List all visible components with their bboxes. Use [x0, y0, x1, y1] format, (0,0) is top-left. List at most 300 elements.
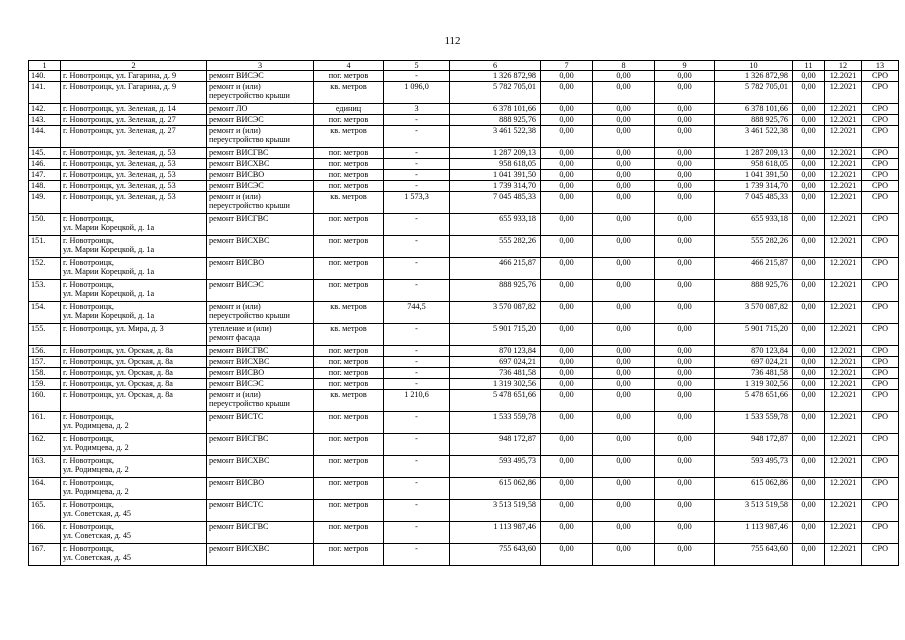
work-type-cell	[207, 412, 314, 434]
column-number-header: 12	[825, 61, 862, 71]
address-cell-line: г. Новотроицк,	[63, 258, 114, 267]
work-type-cell-line: ремонт ВИСХВС	[209, 357, 270, 366]
deadline-cell: 12.2021	[825, 258, 862, 280]
fund-cell: 0,00	[593, 544, 655, 566]
other-cell: 0,00	[793, 390, 825, 412]
owners-funds-cell: 870 123,84	[715, 346, 793, 357]
quantity-cell: -	[384, 280, 450, 302]
work-type-cell-line: переустройство крыши	[209, 201, 290, 210]
address-cell-line: ул. Родимцева, д. 2	[63, 421, 129, 430]
column-number-header: 13	[862, 61, 899, 71]
fund-cell: 0,00	[593, 181, 655, 192]
row-number: 147.	[29, 170, 61, 181]
deadline-cell: 12.2021	[825, 280, 862, 302]
repair-program-table	[28, 60, 899, 566]
table-row	[29, 280, 899, 302]
method-cell: СРО	[862, 544, 899, 566]
work-type-cell	[207, 159, 314, 170]
work-type-cell-line: ремонт ВИСХВС	[209, 544, 270, 553]
method-cell: СРО	[862, 71, 899, 82]
owners-funds-cell: 1 326 872,98	[715, 71, 793, 82]
method-cell: СРО	[862, 280, 899, 302]
address-cell	[61, 434, 207, 456]
total-cost-cell: 888 925,76	[450, 115, 541, 126]
owners-funds-cell: 755 643,60	[715, 544, 793, 566]
table-row	[29, 412, 899, 434]
work-type-cell	[207, 214, 314, 236]
fund-cell: 0,00	[655, 500, 715, 522]
table-row	[29, 181, 899, 192]
table-row	[29, 258, 899, 280]
work-type-cell-line: ремонт и (или)	[209, 82, 261, 91]
row-number: 146.	[29, 159, 61, 170]
address-cell-line: г. Новотроицк, ул. Мира, д. 3	[63, 324, 164, 333]
address-cell-line: г. Новотроицк, ул. Гагарина, д. 9	[63, 82, 177, 91]
deadline-cell: 12.2021	[825, 82, 862, 104]
address-cell-line: г. Новотроицк, ул. Зеленая, д. 53	[63, 181, 176, 190]
fund-cell: 0,00	[541, 434, 593, 456]
unit-cell: пог. метров	[314, 214, 384, 236]
table-row	[29, 236, 899, 258]
fund-cell: 0,00	[655, 148, 715, 159]
table-row	[29, 104, 899, 115]
work-type-cell	[207, 390, 314, 412]
total-cost-cell: 655 933,18	[450, 214, 541, 236]
unit-cell: пог. метров	[314, 115, 384, 126]
unit-cell: пог. метров	[314, 181, 384, 192]
other-cell: 0,00	[793, 258, 825, 280]
table-row	[29, 357, 899, 368]
row-number: 158.	[29, 368, 61, 379]
quantity-cell: -	[384, 379, 450, 390]
address-cell-line: г. Новотроицк, ул. Орская, д. 8а	[63, 357, 173, 366]
method-cell: СРО	[862, 302, 899, 324]
fund-cell: 0,00	[655, 379, 715, 390]
table-row	[29, 544, 899, 566]
owners-funds-cell: 3 461 522,38	[715, 126, 793, 148]
deadline-cell: 12.2021	[825, 522, 862, 544]
other-cell: 0,00	[793, 126, 825, 148]
other-cell: 0,00	[793, 170, 825, 181]
fund-cell: 0,00	[541, 126, 593, 148]
fund-cell: 0,00	[655, 104, 715, 115]
address-cell-line: г. Новотроицк, ул. Зеленая, д. 53	[63, 192, 176, 201]
work-type-cell-line: ремонт ВИСТС	[209, 500, 264, 509]
work-type-cell-line: утепление и (или)	[209, 324, 272, 333]
row-number: 152.	[29, 258, 61, 280]
other-cell: 0,00	[793, 368, 825, 379]
unit-cell: кв. метров	[314, 302, 384, 324]
work-type-cell	[207, 148, 314, 159]
work-type-cell	[207, 544, 314, 566]
quantity-cell: 744,5	[384, 302, 450, 324]
table-row	[29, 324, 899, 346]
fund-cell: 0,00	[593, 126, 655, 148]
owners-funds-cell: 697 024,21	[715, 357, 793, 368]
address-cell-line: ул. Марии Корецкой, д. 1а	[63, 311, 155, 320]
fund-cell: 0,00	[593, 115, 655, 126]
deadline-cell: 12.2021	[825, 71, 862, 82]
unit-cell: кв. метров	[314, 192, 384, 214]
row-number: 154.	[29, 302, 61, 324]
owners-funds-cell: 1 319 302,56	[715, 379, 793, 390]
total-cost-cell: 1 287 209,13	[450, 148, 541, 159]
address-cell	[61, 258, 207, 280]
table-row	[29, 192, 899, 214]
method-cell: СРО	[862, 192, 899, 214]
total-cost-cell: 593 495,73	[450, 456, 541, 478]
total-cost-cell: 3 461 522,38	[450, 126, 541, 148]
fund-cell: 0,00	[655, 159, 715, 170]
method-cell: СРО	[862, 390, 899, 412]
deadline-cell: 12.2021	[825, 170, 862, 181]
fund-cell: 0,00	[655, 324, 715, 346]
row-number: 165.	[29, 500, 61, 522]
unit-cell: пог. метров	[314, 258, 384, 280]
fund-cell: 0,00	[593, 104, 655, 115]
unit-cell: пог. метров	[314, 379, 384, 390]
row-number: 153.	[29, 280, 61, 302]
fund-cell: 0,00	[541, 500, 593, 522]
other-cell: 0,00	[793, 324, 825, 346]
total-cost-cell: 5 478 651,66	[450, 390, 541, 412]
column-number-header: 2	[61, 61, 207, 71]
unit-cell: пог. метров	[314, 170, 384, 181]
address-cell	[61, 500, 207, 522]
deadline-cell: 12.2021	[825, 126, 862, 148]
work-type-cell-line: ремонт ВИСЭС	[209, 115, 264, 124]
fund-cell: 0,00	[541, 115, 593, 126]
table-row	[29, 82, 899, 104]
fund-cell: 0,00	[655, 434, 715, 456]
fund-cell: 0,00	[593, 390, 655, 412]
address-cell	[61, 544, 207, 566]
address-cell-line: г. Новотроицк, ул. Орская, д. 8а	[63, 379, 173, 388]
work-type-cell	[207, 302, 314, 324]
address-cell	[61, 148, 207, 159]
fund-cell: 0,00	[655, 236, 715, 258]
table-row	[29, 522, 899, 544]
deadline-cell: 12.2021	[825, 181, 862, 192]
address-cell	[61, 456, 207, 478]
work-type-cell-line: ремонт ВИСГВС	[209, 522, 269, 531]
fund-cell: 0,00	[655, 280, 715, 302]
row-number: 166.	[29, 522, 61, 544]
total-cost-cell: 755 643,60	[450, 544, 541, 566]
total-cost-cell: 1 533 559,78	[450, 412, 541, 434]
address-cell-line: г. Новотроицк,	[63, 456, 114, 465]
unit-cell: пог. метров	[314, 357, 384, 368]
work-type-cell-line: ремонт ВИСВО	[209, 478, 265, 487]
deadline-cell: 12.2021	[825, 148, 862, 159]
owners-funds-cell: 1 041 391,50	[715, 170, 793, 181]
address-cell	[61, 412, 207, 434]
row-number: 148.	[29, 181, 61, 192]
row-number: 151.	[29, 236, 61, 258]
fund-cell: 0,00	[593, 412, 655, 434]
row-number: 162.	[29, 434, 61, 456]
other-cell: 0,00	[793, 280, 825, 302]
work-type-cell-line: ремонт ВИСВО	[209, 170, 265, 179]
method-cell: СРО	[862, 236, 899, 258]
deadline-cell: 12.2021	[825, 390, 862, 412]
other-cell: 0,00	[793, 434, 825, 456]
deadline-cell: 12.2021	[825, 324, 862, 346]
row-number: 167.	[29, 544, 61, 566]
deadline-cell: 12.2021	[825, 456, 862, 478]
owners-funds-cell: 555 282,26	[715, 236, 793, 258]
unit-cell: кв. метров	[314, 126, 384, 148]
fund-cell: 0,00	[655, 346, 715, 357]
address-cell-line: г. Новотроицк, ул. Зеленая, д. 27	[63, 126, 176, 135]
quantity-cell: -	[384, 115, 450, 126]
owners-funds-cell: 5 901 715,20	[715, 324, 793, 346]
work-type-cell-line: ремонт ВИСЭС	[209, 280, 264, 289]
fund-cell: 0,00	[655, 544, 715, 566]
unit-cell: пог. метров	[314, 280, 384, 302]
total-cost-cell: 555 282,26	[450, 236, 541, 258]
table-row	[29, 170, 899, 181]
method-cell: СРО	[862, 214, 899, 236]
table-body	[29, 61, 899, 566]
quantity-cell: -	[384, 368, 450, 379]
address-cell	[61, 236, 207, 258]
work-type-cell	[207, 500, 314, 522]
address-cell-line: г. Новотроицк,	[63, 412, 114, 421]
work-type-cell	[207, 71, 314, 82]
table-row	[29, 379, 899, 390]
address-cell-line: ул. Марии Корецкой, д. 1а	[63, 289, 155, 298]
fund-cell: 0,00	[593, 159, 655, 170]
other-cell: 0,00	[793, 181, 825, 192]
method-cell: СРО	[862, 346, 899, 357]
table-row	[29, 434, 899, 456]
method-cell: СРО	[862, 500, 899, 522]
deadline-cell: 12.2021	[825, 236, 862, 258]
quantity-cell: -	[384, 522, 450, 544]
total-cost-cell: 7 045 485,33	[450, 192, 541, 214]
column-number-header: 6	[450, 61, 541, 71]
owners-funds-cell: 888 925,76	[715, 280, 793, 302]
quantity-cell: 1 573,3	[384, 192, 450, 214]
work-type-cell	[207, 82, 314, 104]
fund-cell: 0,00	[541, 324, 593, 346]
address-cell	[61, 214, 207, 236]
page-number: 112	[444, 35, 461, 47]
method-cell: СРО	[862, 170, 899, 181]
total-cost-cell: 888 925,76	[450, 280, 541, 302]
row-number: 143.	[29, 115, 61, 126]
deadline-cell: 12.2021	[825, 115, 862, 126]
fund-cell: 0,00	[655, 302, 715, 324]
work-type-cell	[207, 379, 314, 390]
owners-funds-cell: 888 925,76	[715, 115, 793, 126]
fund-cell: 0,00	[541, 236, 593, 258]
work-type-cell-line: ремонт ВИСХВС	[209, 456, 270, 465]
fund-cell: 0,00	[593, 478, 655, 500]
total-cost-cell: 948 172,87	[450, 434, 541, 456]
table-row	[29, 214, 899, 236]
method-cell: СРО	[862, 115, 899, 126]
fund-cell: 0,00	[593, 434, 655, 456]
fund-cell: 0,00	[655, 478, 715, 500]
method-cell: СРО	[862, 368, 899, 379]
address-cell	[61, 478, 207, 500]
deadline-cell: 12.2021	[825, 357, 862, 368]
quantity-cell: -	[384, 170, 450, 181]
unit-cell: пог. метров	[314, 456, 384, 478]
work-type-cell-line: переустройство крыши	[209, 399, 290, 408]
address-cell-line: ул. Марии Корецкой, д. 1а	[63, 223, 155, 232]
fund-cell: 0,00	[541, 170, 593, 181]
method-cell: СРО	[862, 379, 899, 390]
fund-cell: 0,00	[655, 412, 715, 434]
other-cell: 0,00	[793, 379, 825, 390]
quantity-cell: -	[384, 324, 450, 346]
address-cell	[61, 379, 207, 390]
work-type-cell	[207, 434, 314, 456]
address-cell-line: г. Новотроицк,	[63, 478, 114, 487]
unit-cell: кв. метров	[314, 82, 384, 104]
work-type-cell-line: ремонт ВИСГВС	[209, 434, 269, 443]
work-type-cell-line: ремонт ВИСЭС	[209, 71, 264, 80]
fund-cell: 0,00	[541, 357, 593, 368]
fund-cell: 0,00	[593, 82, 655, 104]
address-cell-line: г. Новотроицк,	[63, 214, 114, 223]
quantity-cell: -	[384, 456, 450, 478]
fund-cell: 0,00	[541, 412, 593, 434]
address-cell-line: ул. Родимцева, д. 2	[63, 443, 129, 452]
unit-cell: единиц	[314, 104, 384, 115]
fund-cell: 0,00	[655, 181, 715, 192]
work-type-cell-line: переустройство крыши	[209, 135, 290, 144]
address-cell-line: г. Новотроицк, ул. Орская, д. 8а	[63, 346, 173, 355]
other-cell: 0,00	[793, 357, 825, 368]
method-cell: СРО	[862, 104, 899, 115]
deadline-cell: 12.2021	[825, 214, 862, 236]
owners-funds-cell: 5 782 705,01	[715, 82, 793, 104]
method-cell: СРО	[862, 258, 899, 280]
total-cost-cell: 6 378 101,66	[450, 104, 541, 115]
address-cell-line: г. Новотроицк, ул. Зеленая, д. 14	[63, 104, 176, 113]
other-cell: 0,00	[793, 478, 825, 500]
row-number: 155.	[29, 324, 61, 346]
work-type-cell	[207, 192, 314, 214]
deadline-cell: 12.2021	[825, 192, 862, 214]
fund-cell: 0,00	[593, 357, 655, 368]
row-number: 157.	[29, 357, 61, 368]
work-type-cell-line: ремонт ВИСХВС	[209, 236, 270, 245]
table-row	[29, 478, 899, 500]
column-number-header: 9	[655, 61, 715, 71]
fund-cell: 0,00	[655, 456, 715, 478]
work-type-cell	[207, 478, 314, 500]
other-cell: 0,00	[793, 115, 825, 126]
work-type-cell	[207, 522, 314, 544]
owners-funds-cell: 615 062,86	[715, 478, 793, 500]
method-cell: СРО	[862, 434, 899, 456]
other-cell: 0,00	[793, 236, 825, 258]
column-number-header: 5	[384, 61, 450, 71]
work-type-cell	[207, 170, 314, 181]
other-cell: 0,00	[793, 214, 825, 236]
fund-cell: 0,00	[593, 214, 655, 236]
work-type-cell	[207, 115, 314, 126]
total-cost-cell: 3 570 087,82	[450, 302, 541, 324]
fund-cell: 0,00	[541, 390, 593, 412]
address-cell	[61, 357, 207, 368]
fund-cell: 0,00	[541, 368, 593, 379]
table-row	[29, 115, 899, 126]
owners-funds-cell: 7 045 485,33	[715, 192, 793, 214]
unit-cell: пог. метров	[314, 544, 384, 566]
column-number-header: 10	[715, 61, 793, 71]
column-number-header: 8	[593, 61, 655, 71]
work-type-cell-line: ремонт и (или)	[209, 302, 261, 311]
column-number-header: 3	[207, 61, 314, 71]
fund-cell: 0,00	[655, 357, 715, 368]
deadline-cell: 12.2021	[825, 379, 862, 390]
fund-cell: 0,00	[593, 302, 655, 324]
column-number-header: 11	[793, 61, 825, 71]
row-number: 161.	[29, 412, 61, 434]
work-type-cell	[207, 280, 314, 302]
table-row	[29, 148, 899, 159]
address-cell-line: г. Новотроицк,	[63, 302, 114, 311]
work-type-cell	[207, 258, 314, 280]
work-type-cell-line: ремонт ВИСВО	[209, 258, 265, 267]
fund-cell: 0,00	[541, 82, 593, 104]
address-cell-line: г. Новотроицк,	[63, 500, 114, 509]
other-cell: 0,00	[793, 104, 825, 115]
fund-cell: 0,00	[541, 148, 593, 159]
address-cell-line: г. Новотроицк, ул. Зеленая, д. 53	[63, 159, 176, 168]
address-cell-line: ул. Марии Корецкой, д. 1а	[63, 267, 155, 276]
work-type-cell-line: ремонт ВИСГВС	[209, 214, 269, 223]
method-cell: СРО	[862, 522, 899, 544]
unit-cell: кв. метров	[314, 390, 384, 412]
total-cost-cell: 615 062,86	[450, 478, 541, 500]
fund-cell: 0,00	[593, 379, 655, 390]
address-cell	[61, 159, 207, 170]
work-type-cell	[207, 324, 314, 346]
method-cell: СРО	[862, 82, 899, 104]
owners-funds-cell: 3 513 519,58	[715, 500, 793, 522]
total-cost-cell: 1 113 987,46	[450, 522, 541, 544]
deadline-cell: 12.2021	[825, 478, 862, 500]
column-number-header: 4	[314, 61, 384, 71]
address-cell-line: г. Новотроицк,	[63, 236, 114, 245]
quantity-cell: -	[384, 71, 450, 82]
total-cost-cell: 958 618,05	[450, 159, 541, 170]
quantity-cell: 1 096,0	[384, 82, 450, 104]
quantity-cell: -	[384, 214, 450, 236]
other-cell: 0,00	[793, 82, 825, 104]
table-row	[29, 368, 899, 379]
address-cell-line: ул. Родимцева, д. 2	[63, 465, 129, 474]
row-number: 164.	[29, 478, 61, 500]
quantity-cell: -	[384, 434, 450, 456]
work-type-cell-line: ремонт ВИСХВС	[209, 159, 270, 168]
quantity-cell: -	[384, 500, 450, 522]
address-cell	[61, 170, 207, 181]
other-cell: 0,00	[793, 192, 825, 214]
quantity-cell: -	[384, 412, 450, 434]
quantity-cell: -	[384, 346, 450, 357]
address-cell	[61, 390, 207, 412]
other-cell: 0,00	[793, 346, 825, 357]
fund-cell: 0,00	[655, 115, 715, 126]
